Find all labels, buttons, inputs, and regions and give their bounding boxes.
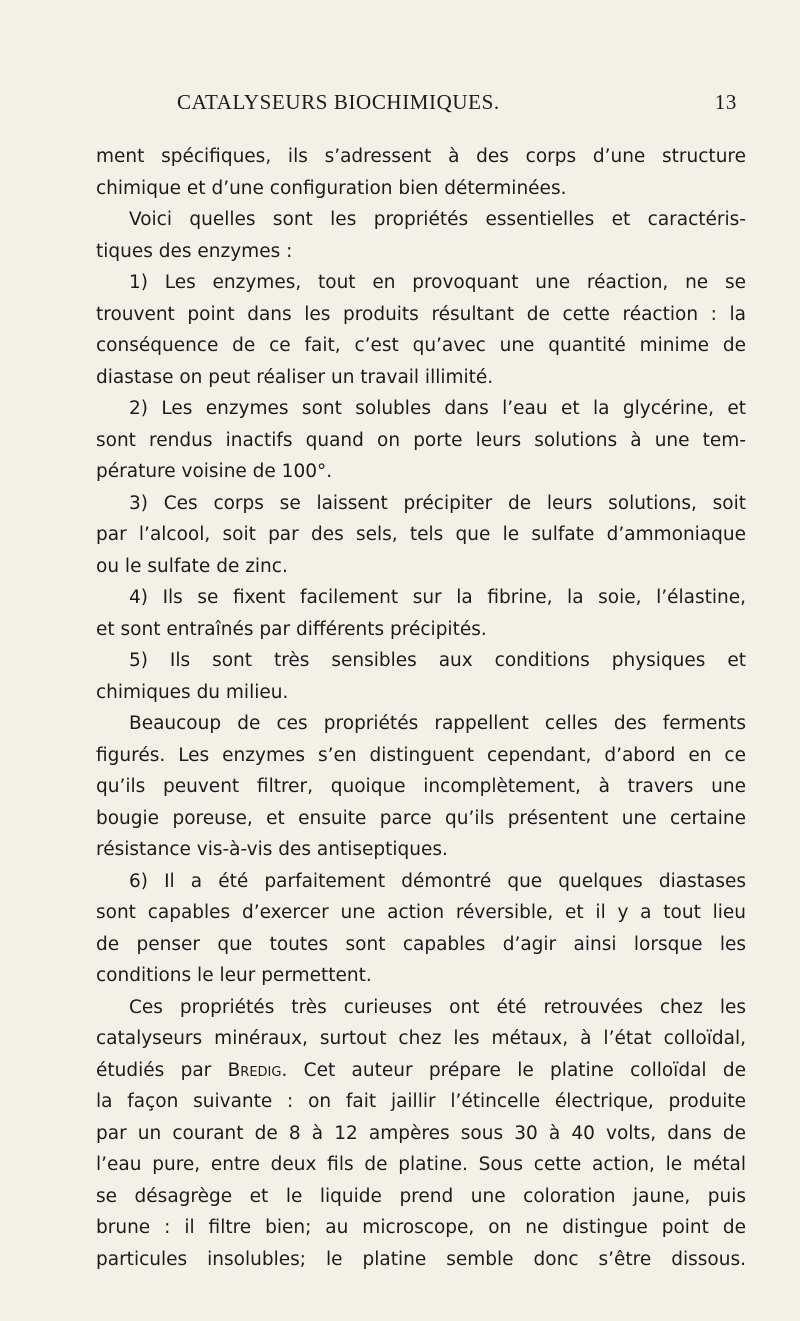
text-line: chimiques du milieu. — [96, 681, 289, 703]
text-line: l’eau pure, entre deux fils de platine. Sous cette action, le métal — [96, 1154, 746, 1175]
body-text — [96, 141, 746, 1275]
text-line: conditions le leur permettent. — [96, 965, 372, 986]
text-line: Beaucoup de ces propriétés rappellent celles des ferments — [129, 713, 746, 734]
text-line: conséquence de ce fait, c’est qu’avec une quantité minime de — [96, 335, 746, 356]
text-line: 1) Les enzymes, tout en provoquant une réaction, ne se — [129, 272, 746, 293]
text-line: pérature voisine de 100°. — [96, 461, 333, 482]
header-title: CATALYSEURS BIOCHIMIQUES. — [177, 90, 500, 114]
text-line: 4) Ils se fixent facilement sur la fibrine, la soie, l’élastine, — [129, 587, 746, 608]
text-line: bougie poreuse, et ensuite parce qu’ils présentent une certaine — [96, 807, 746, 829]
text-line: sont capables d’exercer une action réversible, et il y a tout lieu — [96, 902, 746, 923]
text-line: par l’alcool, soit par des sels, tels que le sulfate d’ammoniaque — [96, 524, 746, 545]
text-line: 3) Ces corps se laissent précipiter de leurs solutions, soit — [129, 492, 746, 514]
page-number: 13 — [714, 90, 737, 114]
text-line: résistance vis-à-vis des antiseptiques. — [96, 839, 448, 860]
text-fragment: étudiés par — [96, 1059, 228, 1081]
text-line: brune : il filtre bien; au microscope, on ne distingue point de — [96, 1217, 746, 1238]
text-line: sont rendus inactifs quand on porte leurs solutions à une tem- — [96, 429, 746, 451]
author-name: Bredig — [227, 1059, 282, 1081]
text-line-with-author — [96, 1055, 746, 1087]
text-fragment: . Cet auteur prépare le platine colloïdal de — [281, 1059, 746, 1081]
text-line: de penser que toutes sont capables d’agir ainsi lorsque les — [96, 933, 746, 955]
text-line: Ces propriétés très curieuses ont été retrouvées chez les — [129, 996, 746, 1018]
text-line: 5) Ils sont très sensibles aux conditions physiques et — [129, 650, 746, 671]
text-line: trouvent point dans les produits résultant de cette réaction : la — [96, 303, 746, 325]
running-header — [177, 90, 737, 122]
text-line: la façon suivante : on fait jaillir l’étincelle électrique, produite — [96, 1091, 746, 1112]
text-line: ment spécifiques, ils s’adressent à des corps d’une structure — [96, 146, 746, 167]
text-line: se désagrège et le liquide prend une coloration jaune, puis — [96, 1185, 746, 1207]
text-line: catalyseurs minéraux, surtout chez les métaux, à l’état colloïdal, — [96, 1028, 746, 1049]
text-line: particules insolubles; le platine semble donc s’être dissous. — [96, 1248, 746, 1270]
text-line: diastase on peut réaliser un travail illimité. — [96, 366, 494, 388]
text-line: Voici quelles sont les propriétés essentielles et caractéris- — [129, 209, 746, 230]
text-line: ou le sulfate de zinc. — [96, 555, 288, 577]
text-line: et sont entraînés par différents précipités. — [96, 618, 487, 640]
text-line: par un courant de 8 à 12 ampères sous 30 à 40 volts, dans de — [96, 1122, 746, 1144]
text-line: tiques des enzymes : — [96, 240, 293, 262]
text-line: qu’ils peuvent filtrer, quoique incomplètement, à travers une — [96, 776, 746, 797]
text-line: chimique et d’une configuration bien déterminées. — [96, 177, 567, 199]
text-line: 6) Il a été parfaitement démontré que quelques diastases — [129, 870, 746, 892]
text-line: 2) Les enzymes sont solubles dans l’eau et la glycérine, et — [129, 398, 746, 419]
text-line: figurés. Les enzymes s’en distinguent cependant, d’abord en ce — [96, 744, 746, 766]
